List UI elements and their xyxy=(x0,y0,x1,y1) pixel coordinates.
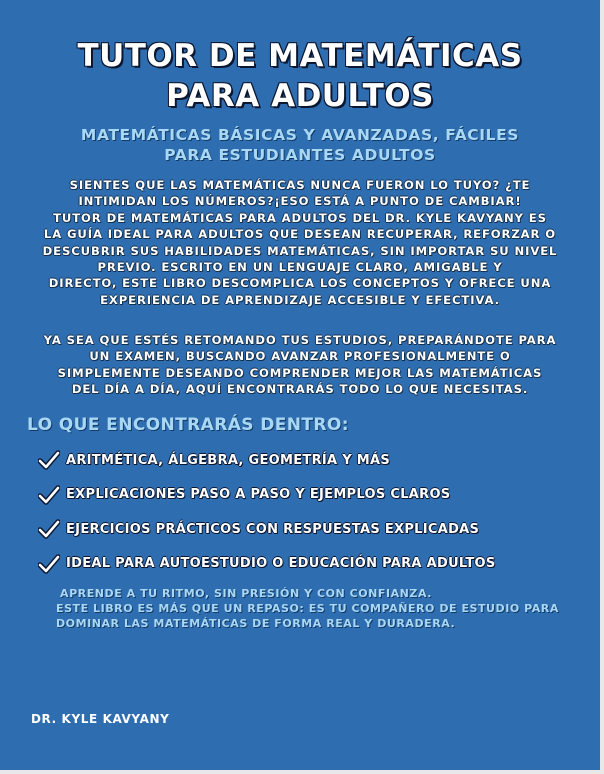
book-title xyxy=(0,36,600,116)
description-line: PREVIO. ESCRITO EN UN LENGUAJE CLARO, AMIGABLE Y xyxy=(97,260,503,275)
section-heading: LO QUE ENCONTRARÁS DENTRO: xyxy=(27,415,349,435)
description-line: LA GUÍA IDEAL PARA ADULTOS QUE DESEAN RECUPERAR, REFORZAR O xyxy=(43,227,557,242)
author-name: DR. KYLE KAVYANY xyxy=(31,712,170,726)
feature-item xyxy=(38,547,496,582)
feature-text: IDEAL PARA AUTOESTUDIO O EDUCACIÓN PARA ADULTOS xyxy=(66,556,496,572)
description-line: INTIMIDAN LOS NÚMEROS?¡ESO ESTÁ A PUNTO DE CAMBIAR! xyxy=(78,194,522,209)
subtitle-line-1: MATEMÁTICAS BÁSICAS Y AVANZADAS, FÁCILES xyxy=(80,126,520,144)
feature-text: EJERCICIOS PRÁCTICOS CON RESPUESTAS EXPLICADAS xyxy=(66,521,480,537)
check-icon xyxy=(38,519,60,539)
feature-item xyxy=(38,443,496,478)
description-line: SIMPLEMENTE DESEANDO COMPRENDER MEJOR LAS MATEMÁTICAS xyxy=(57,365,543,380)
title-line-2: PARA ADULTOS xyxy=(166,78,434,114)
description-line: YA SEA QUE ESTÉS RETOMANDO TUS ESTUDIOS, PREPARÁNDOTE PARA xyxy=(43,333,557,347)
feature-list xyxy=(38,443,496,581)
feature-item xyxy=(38,478,496,513)
closing-line: ESTE LIBRO ES MÁS QUE UN REPASO: ES TU COMPAÑERO DE ESTUDIO PARA xyxy=(56,602,559,615)
book-subtitle xyxy=(0,125,600,165)
feature-text: EXPLICACIONES PASO A PASO Y EJEMPLOS CLAROS xyxy=(66,487,451,503)
description-line: DEL DÍA A DÍA, AQUÍ ENCONTRARÁS TODO LO QUE NECESITAS. xyxy=(71,382,529,397)
check-icon xyxy=(38,450,60,470)
closing-line: DOMINAR LAS MATEMÁTICAS DE FORMA REAL Y DURADERA. xyxy=(56,617,456,630)
description-paragraph-1 xyxy=(0,177,600,308)
check-icon xyxy=(38,554,60,574)
subtitle-line-2: PARA ESTUDIANTES ADULTOS xyxy=(164,146,436,164)
description-line: DIRECTO, ESTE LIBRO DESCOMPLICA LOS CONCEPTOS Y OFRECE UNA xyxy=(48,276,552,291)
description-line: EXPERIENCIA DE APRENDIZAJE ACCESIBLE Y EFECTIVA. xyxy=(100,292,500,307)
title-line-1: TUTOR DE MATEMÁTICAS xyxy=(77,38,523,74)
check-icon xyxy=(38,485,60,505)
feature-text: ARITMÉTICA, ÁLGEBRA, GEOMETRÍA Y MÁS xyxy=(66,452,391,468)
description-paragraph-2 xyxy=(0,332,600,398)
description-line: TUTOR DE MATEMÁTICAS PARA ADULTOS DEL DR. KYLE KAVYANY ES xyxy=(53,210,547,225)
description-line: DESCUBRIR SUS HABILIDADES MATEMÁTICAS, SIN IMPORTAR SU NIVEL xyxy=(42,243,558,258)
closing-text xyxy=(56,586,559,631)
feature-item xyxy=(38,512,496,547)
description-line: SIENTES QUE LAS MATEMÁTICAS NUNCA FUERON LO TUYO? ¿TE xyxy=(69,178,531,192)
closing-line: APRENDE A TU RITMO, SIN PRESIÓN Y CON CONFIANZA. xyxy=(60,587,432,600)
description-line: UN EXAMEN, BUSCANDO AVANZAR PROFESIONALMENTE O xyxy=(89,349,511,364)
